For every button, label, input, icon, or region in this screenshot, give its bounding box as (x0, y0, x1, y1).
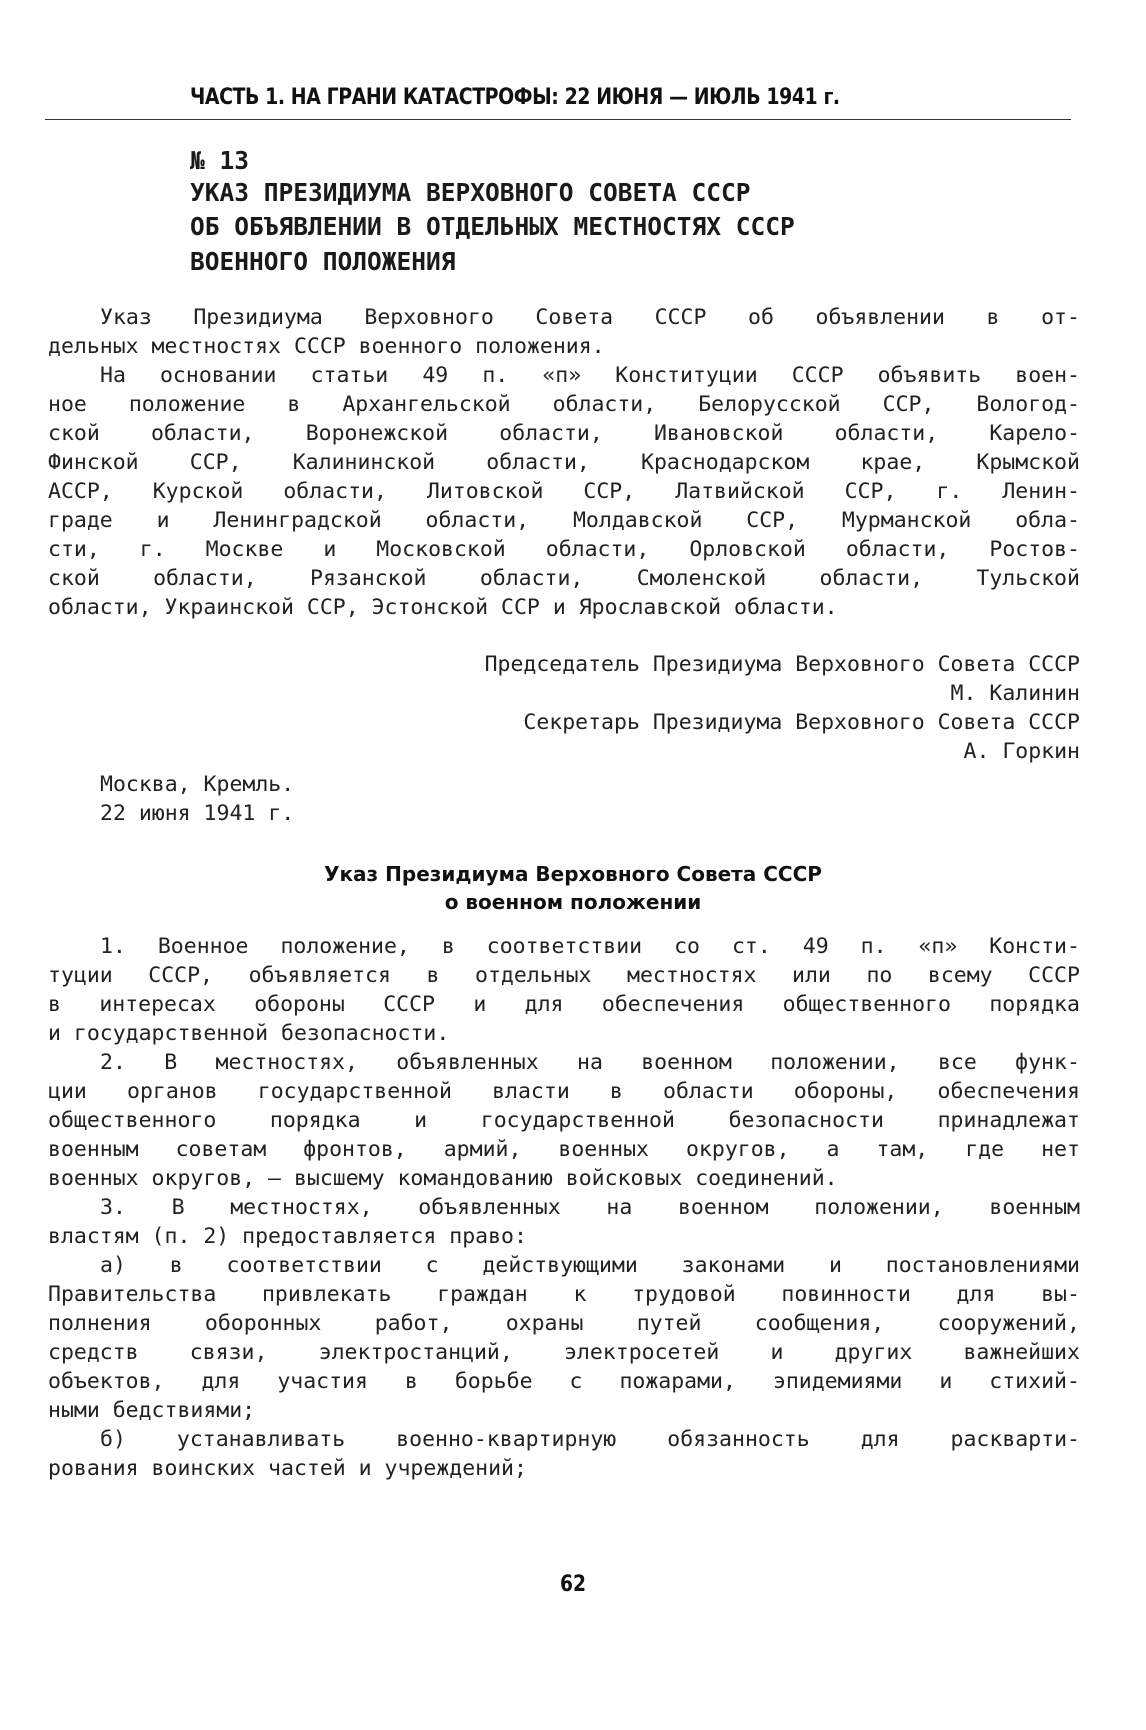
decree-subtitle: о военном положении (444, 890, 702, 914)
text-line: сти, г. Москве и Московской области, Орловской области, Ростов- (48, 537, 1080, 562)
document-title-line: ОБ ОБЪЯВЛЕНИИ В ОТДЕЛЬНЫХ МЕСТНОСТЯХ СССР (190, 212, 795, 241)
text-line: ской области, Рязанской области, Смоленской области, Тульской (48, 566, 1080, 591)
text-line: военных округов, – высшему командованию войсковых соединений. (48, 1166, 838, 1191)
text-line: 2. В местностях, объявленных на военном положении, все функ- (100, 1050, 1080, 1075)
text-line: 3. В местностях, объявленных на военном положении, военным (100, 1195, 1080, 1220)
text-line: туции СССР, объявляется в отдельных местностях или по всему СССР (48, 963, 1080, 988)
document-place: Москва, Кремль. (100, 772, 295, 797)
text-line: ными бедствиями; (48, 1398, 256, 1423)
text-line: ции органов государственной власти в области обороны, обеспечения (48, 1079, 1080, 1104)
text-line: Правительства привлекать граждан к трудовой повинности для вы- (48, 1282, 1080, 1307)
signature-title: Секретарь Президиума Верховного Совета СССР (523, 710, 1080, 735)
text-line: рования воинских частей и учреждений; (48, 1456, 527, 1481)
signature-name: А. Горкин (963, 739, 1080, 764)
header-rule (45, 119, 1071, 120)
text-line: и государственной безопасности. (48, 1021, 450, 1046)
text-line: властям (п. 2) предоставляется право: (48, 1224, 527, 1249)
text-line: военным советам фронтов, армий, военных округов, а там, где нет (48, 1137, 1080, 1162)
text-line: области, Украинской ССР, Эстонской ССР и Ярославской области. (48, 595, 838, 620)
signature-title: Председатель Президиума Верховного Совета СССР (484, 652, 1080, 677)
decree-subtitle: Указ Президиума Верховного Совета СССР (324, 862, 822, 886)
page-number: 62 (559, 1572, 587, 1597)
text-line: Указ Президиума Верховного Совета СССР об объявлении в от- (100, 305, 1080, 330)
text-line: а) в соответствии с действующими законами и постановлениями (100, 1253, 1080, 1278)
document-date: 22 июня 1941 г. (100, 801, 295, 826)
text-line: АССР, Курской области, Литовской ССР, Латвийской ССР, г. Ленин- (48, 479, 1080, 504)
signature-name: М. Калинин (950, 681, 1080, 706)
text-line: 1. Военное положение, в соответствии со ст. 49 п. «п» Консти- (100, 934, 1080, 959)
text-line: граде и Ленинградской области, Молдавской ССР, Мурманской обла- (48, 508, 1080, 533)
text-line: дельных местностях СССР военного положения. (48, 334, 605, 359)
text-line: ное положение в Архангельской области, Белорусской ССР, Вологод- (48, 392, 1080, 417)
text-line: На основании статьи 49 п. «п» Конституции СССР объявить воен- (100, 363, 1080, 388)
text-line: средств связи, электростанций, электросетей и других важнейших (48, 1340, 1080, 1365)
text-line: б) устанавливать военно-квартирную обязанность для раскварти- (100, 1427, 1080, 1452)
running-header: ЧАСТЬ 1. НА ГРАНИ КАТАСТРОФЫ: 22 ИЮНЯ — ИЮЛЬ 1941 г. (190, 85, 840, 110)
text-line: полнения оборонных работ, охраны путей сообщения, сооружений, (48, 1311, 1080, 1336)
document-number: № 13 (190, 146, 250, 175)
text-line: в интересах обороны СССР и для обеспечения общественного порядка (48, 992, 1080, 1017)
text-line: ской области, Воронежской области, Ивановской области, Карело- (48, 421, 1080, 446)
document-title-line: УКАЗ ПРЕЗИДИУМА ВЕРХОВНОГО СОВЕТА СССР (190, 178, 751, 207)
document-title-line: ВОЕННОГО ПОЛОЖЕНИЯ (190, 247, 456, 276)
text-line: Финской ССР, Калининской области, Краснодарском крае, Крымской (48, 450, 1080, 475)
text-line: общественного порядка и государственной безопасности принадлежат (48, 1108, 1080, 1133)
text-line: объектов, для участия в борьбе с пожарами, эпидемиями и стихий- (48, 1369, 1080, 1394)
